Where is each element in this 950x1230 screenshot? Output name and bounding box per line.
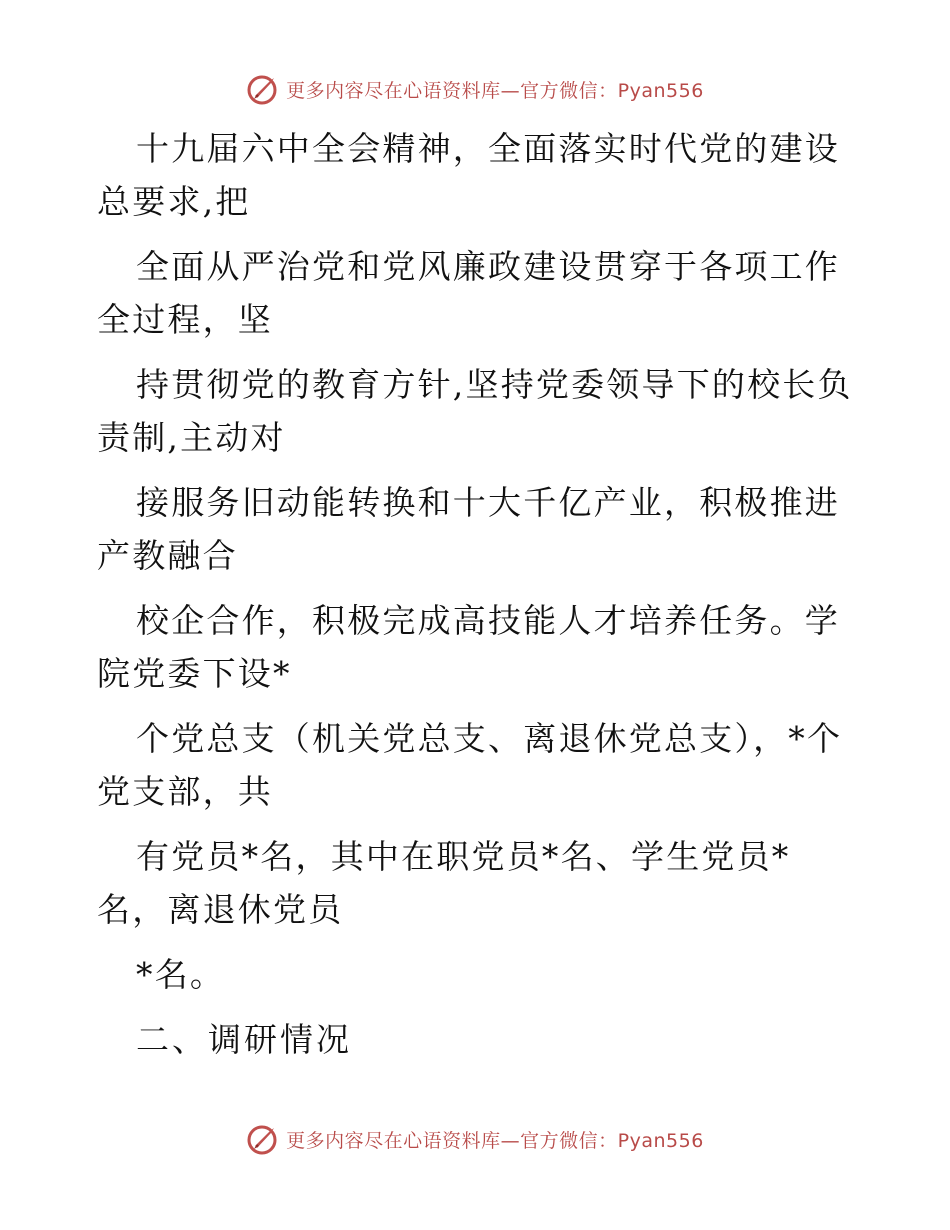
- watermark-header: [0, 72, 950, 106]
- section-heading: 二、调研情况: [136, 1020, 352, 1059]
- paragraph-5: 校企合作，积极完成高技能人才培养任务。学院党委下设*: [97, 601, 840, 693]
- pen-logo-icon: [246, 72, 280, 106]
- document-body: [97, 122, 857, 1066]
- paragraph-4: 接服务旧动能转换和十大千亿产业，积极推进产教融合: [97, 483, 840, 575]
- paragraph-3: 持贯彻党的教育方针,坚持党委领导下的校长负责制,主动对: [97, 365, 853, 457]
- paragraph-8: *名。: [136, 955, 226, 994]
- paragraph-1: 十九届六中全会精神，全面落实时代党的建设总要求,把: [97, 129, 840, 221]
- watermark-text: 更多内容尽在心语资料库—官方微信：Pyan556: [286, 1129, 704, 1152]
- watermark-text: 更多内容尽在心语资料库—官方微信：Pyan556: [286, 79, 704, 102]
- paragraph-2: 全面从严治党和党风廉政建设贯穿于各项工作全过程，坚: [97, 247, 840, 339]
- paragraph-7: 有党员*名，其中在职党员*名、学生党员*名，离退休党员: [97, 837, 791, 929]
- pen-logo-icon: [246, 1122, 280, 1156]
- watermark-footer: [0, 1122, 950, 1156]
- paragraph-6: 个党总支（机关党总支、离退休党总支），*个党支部，共: [97, 719, 843, 811]
